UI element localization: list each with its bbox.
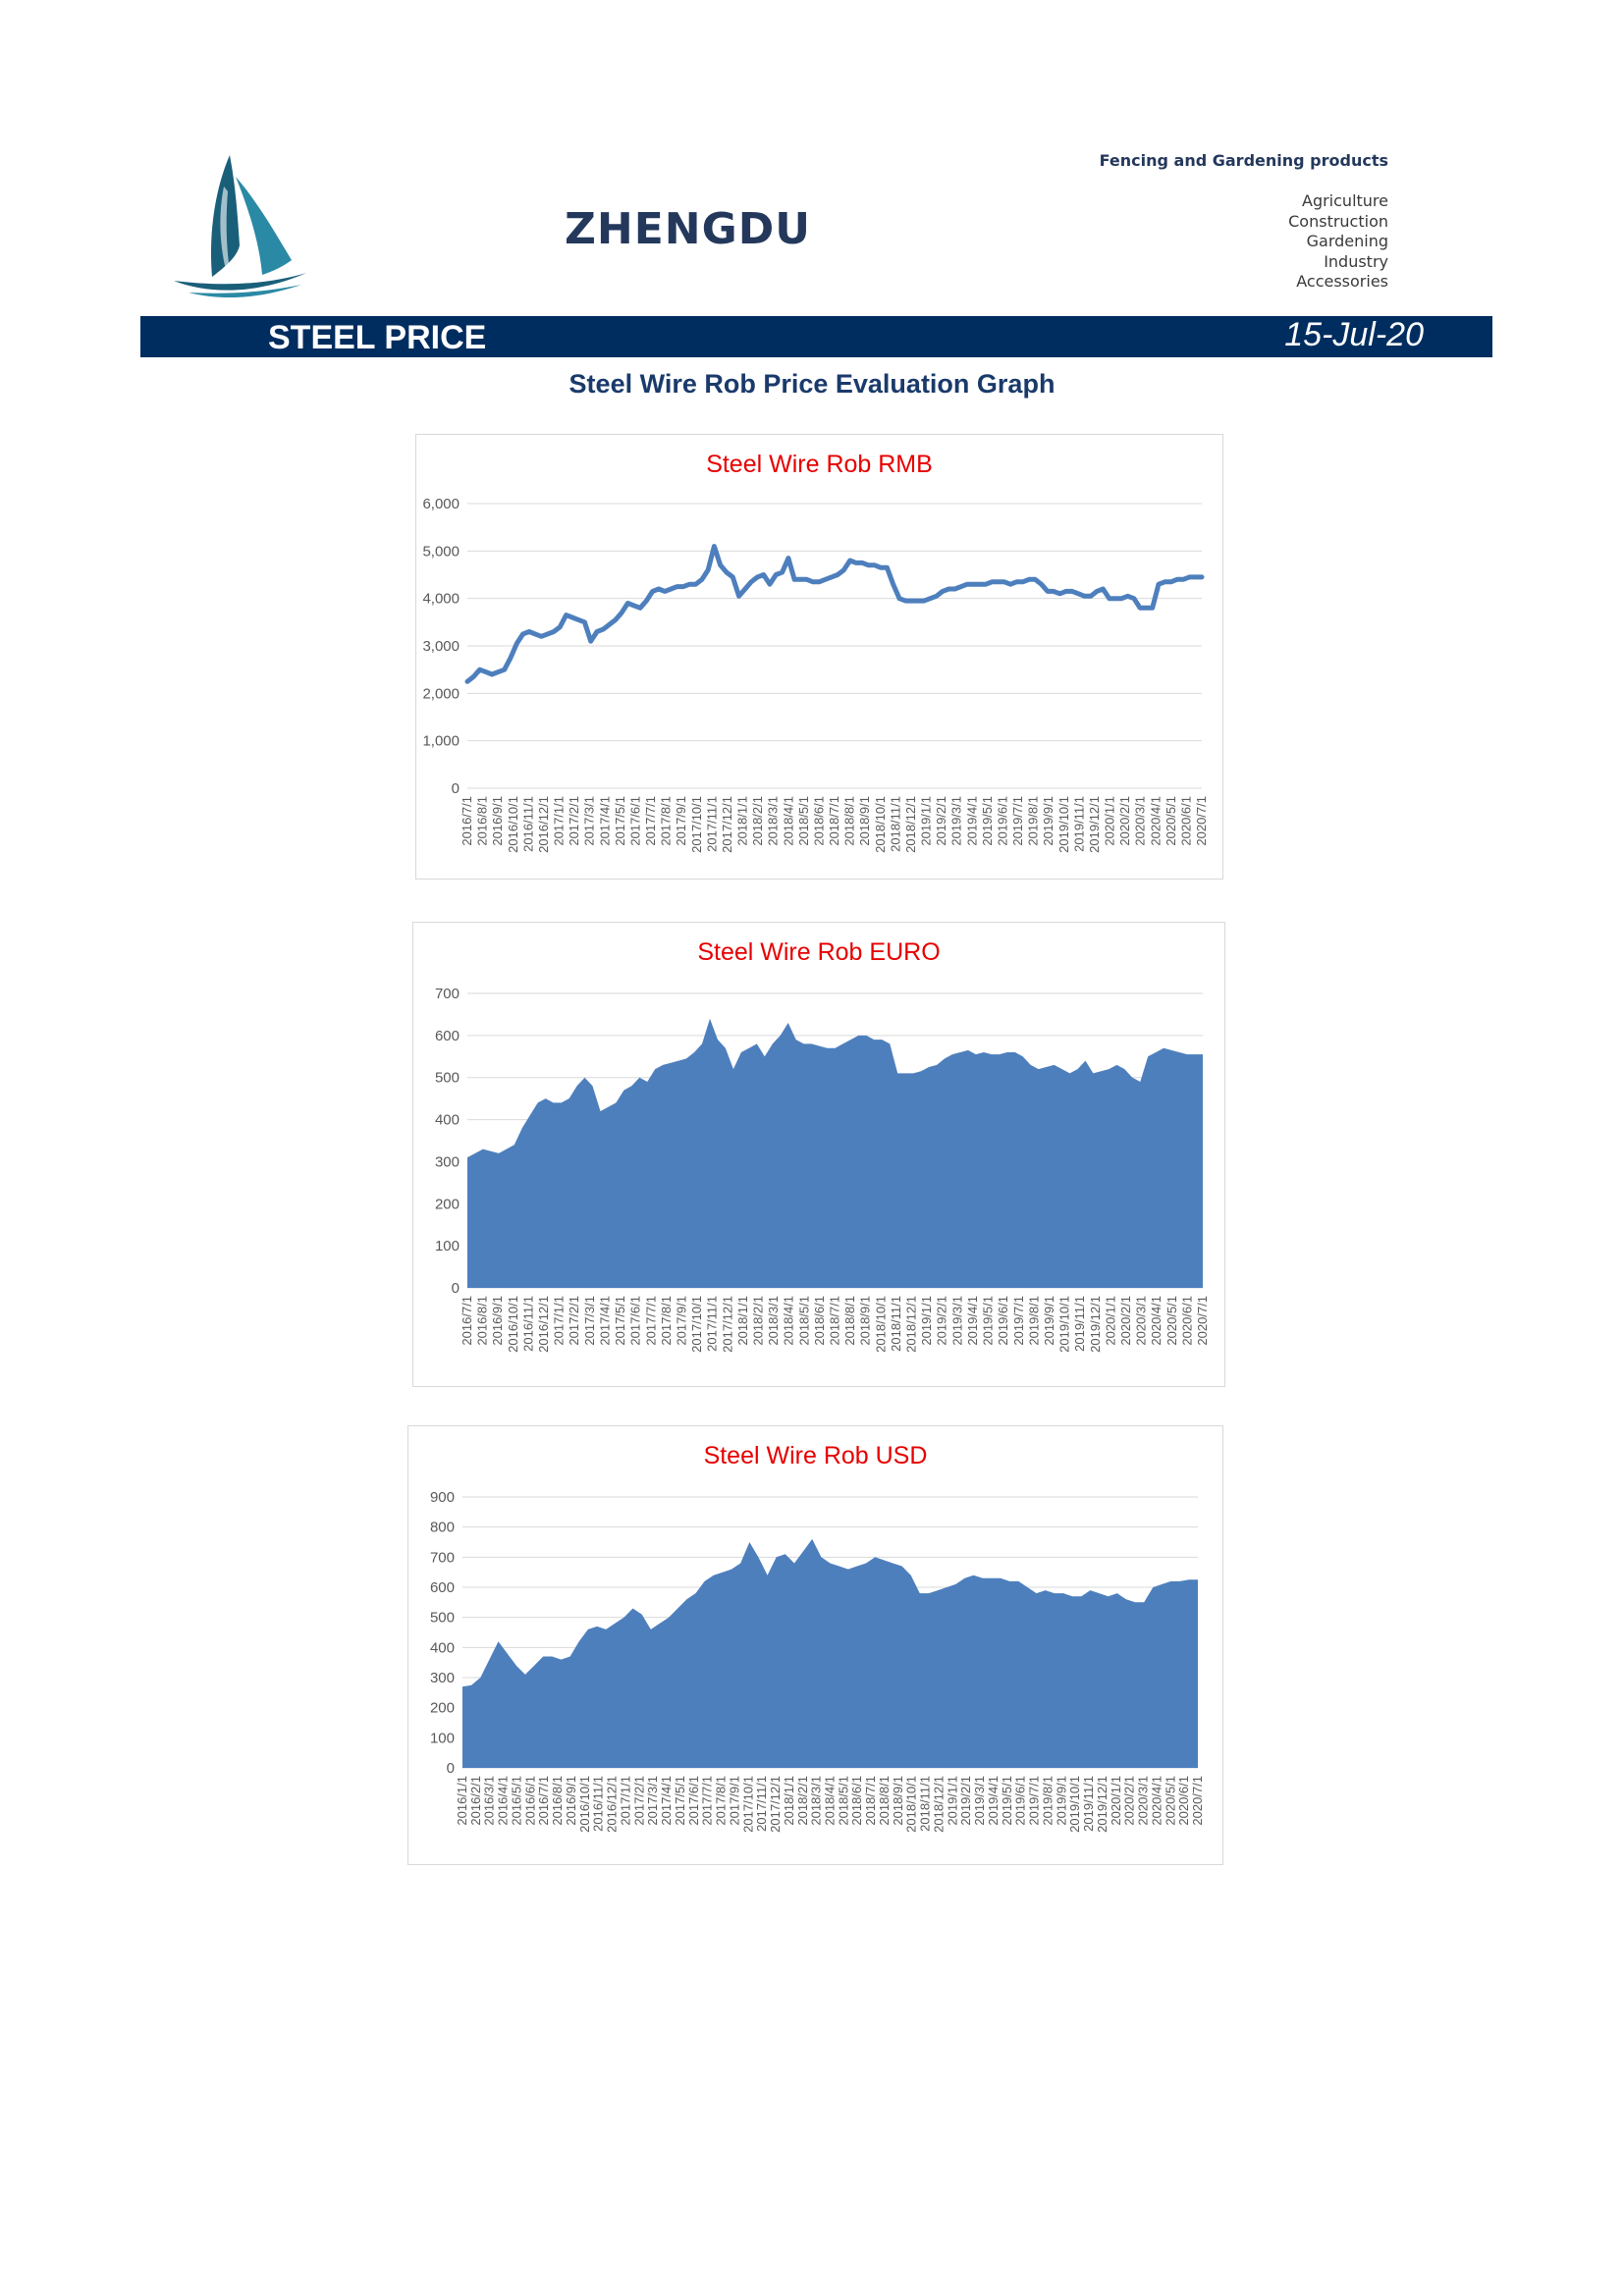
x-tick-label: 2017/5/1: [612, 796, 627, 846]
area-series: [462, 1539, 1198, 1768]
x-tick-label: 2019/2/1: [958, 1776, 974, 1826]
x-tick-label: 2018/7/1: [827, 1296, 842, 1346]
x-tick-label: 2019/8/1: [1026, 1296, 1042, 1346]
chart-usd-svg: [408, 1426, 1222, 1864]
x-tick-label: 2020/4/1: [1149, 1776, 1164, 1826]
x-tick-label: 2017/12/1: [768, 1776, 784, 1833]
x-tick-label: 2019/4/1: [964, 1296, 980, 1346]
x-tick-label: 2020/5/1: [1163, 1776, 1178, 1826]
x-tick-label: 2017/7/1: [643, 1296, 659, 1346]
x-tick-label: 2017/3/1: [581, 796, 597, 846]
x-tick-label: 2018/9/1: [857, 796, 873, 846]
chart-title: Steel Wire Rob USD: [703, 1442, 928, 1469]
x-tick-label: 2018/3/1: [765, 796, 781, 846]
chart-euro: [412, 922, 1225, 1387]
x-tick-label: 2020/6/1: [1176, 1776, 1192, 1826]
x-tick-label: 2018/2/1: [750, 1296, 766, 1346]
x-tick-label: 2016/8/1: [474, 1296, 490, 1346]
x-tick-label: 2018/3/1: [766, 1296, 782, 1346]
x-tick-label: 2017/11/1: [704, 796, 720, 852]
x-tick-label: 2018/4/1: [781, 1296, 796, 1346]
x-tick-label: 2020/6/1: [1178, 796, 1194, 846]
x-tick-label: 2020/3/1: [1135, 1776, 1151, 1826]
x-tick-label: 2017/6/1: [627, 1296, 643, 1346]
chart-usd: [407, 1425, 1223, 1865]
x-tick-label: 2016/6/1: [522, 1776, 538, 1826]
x-tick-label: 2017/10/1: [688, 796, 704, 853]
x-tick-label: 2016/11/1: [520, 1296, 536, 1352]
x-tick-label: 2018/7/1: [863, 1776, 879, 1826]
x-tick-label: 2019/12/1: [1087, 1296, 1103, 1353]
banner-title: STEEL PRICE: [268, 319, 487, 356]
x-tick-label: 2017/2/1: [567, 1296, 582, 1346]
x-tick-label: 2016/5/1: [509, 1776, 524, 1826]
x-tick-label: 2018/3/1: [808, 1776, 824, 1826]
x-tick-label: 2020/6/1: [1179, 1296, 1195, 1346]
x-tick-label: 2017/8/1: [658, 796, 674, 846]
x-tick-label: 2019/1/1: [919, 1296, 935, 1346]
x-tick-label: 2018/1/1: [781, 1776, 796, 1826]
x-tick-label: 2017/11/1: [704, 1296, 720, 1352]
category-item: Agriculture: [1302, 191, 1388, 210]
y-tick-label: 500: [434, 1069, 460, 1087]
chart-euro-svg: [413, 923, 1224, 1386]
x-tick-label: 2018/9/1: [857, 1296, 873, 1346]
y-tick-label: 800: [429, 1519, 455, 1536]
x-tick-label: 2019/11/1: [1071, 796, 1087, 852]
y-tick-label: 400: [429, 1639, 455, 1657]
y-tick-label: 700: [429, 1549, 455, 1567]
x-tick-label: 2016/4/1: [495, 1776, 511, 1826]
chart-title: Steel Wire Rob RMB: [706, 451, 933, 478]
x-tick-label: 2016/7/1: [460, 1296, 474, 1346]
x-tick-label: 2020/3/1: [1132, 796, 1148, 846]
x-tick-label: 2020/4/1: [1148, 796, 1164, 846]
x-tick-label: 2017/3/1: [645, 1776, 661, 1826]
y-tick-label: 300: [434, 1153, 460, 1171]
x-tick-label: 2016/9/1: [490, 796, 506, 846]
x-tick-label: 2018/4/1: [781, 796, 796, 846]
y-tick-label: 5,000: [422, 543, 460, 561]
category-item: Construction: [1288, 211, 1388, 231]
x-tick-label: 2016/8/1: [474, 796, 490, 846]
x-tick-label: 2017/12/1: [719, 796, 734, 853]
x-tick-label: 2018/5/1: [795, 796, 811, 846]
x-tick-label: 2019/8/1: [1025, 796, 1041, 846]
x-tick-label: 2017/12/1: [720, 1296, 735, 1353]
x-tick-label: 2019/9/1: [1041, 1296, 1056, 1346]
y-tick-label: 1,000: [422, 732, 460, 750]
x-tick-label: 2016/12/1: [536, 1296, 552, 1353]
x-tick-label: 2019/9/1: [1041, 796, 1056, 846]
x-tick-label: 2019/5/1: [980, 1296, 996, 1346]
x-tick-label: 2018/5/1: [796, 1296, 812, 1346]
y-tick-label: 6,000: [422, 496, 460, 512]
x-tick-label: 2019/9/1: [1054, 1776, 1069, 1826]
x-tick-label: 2018/11/1: [888, 1296, 903, 1352]
x-tick-label: 2020/1/1: [1108, 1776, 1123, 1826]
chart-rmb-svg: [416, 435, 1222, 879]
x-tick-label: 2019/1/1: [945, 1776, 960, 1826]
x-tick-label: 2018/10/1: [873, 1296, 889, 1353]
x-tick-label: 2020/5/1: [1164, 1296, 1179, 1346]
x-tick-label: 2017/1/1: [551, 1296, 567, 1346]
x-tick-label: 2020/7/1: [1194, 796, 1209, 846]
x-tick-label: 2020/2/1: [1117, 796, 1133, 846]
x-tick-label: 2018/9/1: [890, 1776, 905, 1826]
y-tick-label: 100: [429, 1730, 455, 1747]
y-tick-label: 900: [429, 1489, 455, 1506]
x-tick-label: 2018/11/1: [917, 1776, 933, 1832]
x-tick-label: 2017/9/1: [727, 1776, 742, 1826]
company-name: ZHENGDU: [565, 204, 811, 254]
x-tick-label: 2020/7/1: [1195, 1296, 1210, 1346]
x-tick-label: 2019/7/1: [1010, 796, 1025, 846]
y-tick-label: 100: [434, 1238, 460, 1255]
x-tick-label: 2017/7/1: [699, 1776, 715, 1826]
y-tick-label: 4,000: [422, 590, 460, 608]
x-tick-label: 2017/4/1: [659, 1776, 675, 1826]
x-tick-label: 2018/2/1: [750, 796, 766, 846]
x-tick-label: 2016/10/1: [576, 1776, 592, 1833]
x-tick-label: 2017/10/1: [689, 1296, 705, 1353]
x-tick-label: 2016/1/1: [455, 1776, 469, 1826]
x-tick-label: 2018/4/1: [822, 1776, 838, 1826]
x-tick-label: 2020/7/1: [1190, 1776, 1205, 1826]
y-tick-label: 600: [429, 1579, 455, 1596]
x-tick-label: 2019/7/1: [1026, 1776, 1042, 1826]
y-tick-label: 700: [434, 986, 460, 1002]
x-tick-label: 2016/12/1: [604, 1776, 620, 1833]
x-tick-label: 2016/9/1: [490, 1296, 506, 1346]
x-tick-label: 2018/1/1: [734, 796, 750, 846]
category-item: Gardening: [1306, 232, 1388, 250]
x-tick-label: 2018/1/1: [734, 1296, 750, 1346]
x-tick-label: 2017/8/1: [658, 1296, 674, 1346]
y-tick-label: 500: [429, 1609, 455, 1627]
x-tick-label: 2017/5/1: [672, 1776, 687, 1826]
x-tick-label: 2017/6/1: [685, 1776, 701, 1826]
x-tick-label: 2019/11/1: [1081, 1776, 1097, 1832]
y-tick-label: 2,000: [422, 685, 460, 703]
area-series: [467, 1019, 1203, 1288]
page-subtitle: Steel Wire Rob Price Evaluation Graph: [568, 369, 1056, 399]
x-tick-label: 2017/9/1: [674, 796, 689, 846]
x-tick-label: 2018/10/1: [903, 1776, 919, 1833]
x-tick-label: 2018/12/1: [902, 796, 918, 853]
x-tick-label: 2019/6/1: [995, 796, 1010, 846]
x-tick-label: 2019/1/1: [918, 796, 934, 846]
steel-price-banner: [140, 316, 1492, 357]
x-tick-label: 2017/8/1: [713, 1776, 729, 1826]
y-tick-label: 0: [451, 1280, 460, 1297]
x-tick-label: 2016/9/1: [563, 1776, 578, 1826]
x-tick-label: 2020/5/1: [1163, 796, 1178, 846]
x-tick-label: 2019/2/1: [934, 1296, 949, 1346]
x-tick-label: 2018/8/1: [876, 1776, 892, 1826]
x-tick-label: 2019/10/1: [1056, 1296, 1072, 1353]
x-tick-label: 2020/2/1: [1117, 1296, 1133, 1346]
x-tick-label: 2019/5/1: [979, 796, 995, 846]
y-tick-label: 400: [434, 1111, 460, 1129]
x-tick-label: 2020/4/1: [1149, 1296, 1164, 1346]
x-tick-label: 2020/2/1: [1121, 1776, 1137, 1826]
x-tick-label: 2016/8/1: [550, 1776, 566, 1826]
x-tick-label: 2018/8/1: [842, 1296, 858, 1346]
x-tick-label: 2020/3/1: [1133, 1296, 1149, 1346]
x-tick-label: 2019/3/1: [949, 1296, 965, 1346]
x-tick-label: 2018/12/1: [903, 1296, 919, 1353]
x-tick-label: 2019/4/1: [985, 1776, 1001, 1826]
x-tick-label: 2018/2/1: [794, 1776, 810, 1826]
tagline: Fencing and Gardening products: [1099, 151, 1388, 170]
x-tick-label: 2019/5/1: [999, 1776, 1014, 1826]
y-tick-label: 300: [429, 1670, 455, 1686]
x-tick-label: 2018/12/1: [931, 1776, 947, 1833]
chart-rmb: [415, 434, 1223, 880]
x-tick-label: 2016/7/1: [536, 1776, 552, 1826]
x-tick-label: 2016/3/1: [481, 1776, 497, 1826]
x-tick-label: 2017/2/1: [567, 796, 582, 846]
x-tick-label: 2018/6/1: [811, 1296, 827, 1346]
x-tick-label: 2016/2/1: [467, 1776, 483, 1826]
x-tick-label: 2017/2/1: [631, 1776, 647, 1826]
x-tick-label: 2019/7/1: [1010, 1296, 1026, 1346]
x-tick-label: 2018/8/1: [841, 796, 857, 846]
x-tick-label: 2019/12/1: [1086, 796, 1102, 853]
x-tick-label: 2016/10/1: [505, 1296, 520, 1353]
y-tick-label: 600: [434, 1027, 460, 1044]
category-item: Industry: [1324, 251, 1388, 271]
sailboat-logo-icon: [169, 147, 316, 299]
x-tick-label: 2017/1/1: [551, 796, 567, 846]
x-tick-label: 2019/10/1: [1067, 1776, 1083, 1833]
x-tick-label: 2016/11/1: [590, 1776, 606, 1832]
x-tick-label: 2018/6/1: [849, 1776, 865, 1826]
x-tick-label: 2016/11/1: [520, 796, 536, 852]
x-tick-label: 2019/3/1: [972, 1776, 988, 1826]
y-tick-label: 3,000: [422, 638, 460, 655]
banner-date: 15-Jul-20: [1284, 316, 1424, 353]
y-tick-label: 200: [429, 1699, 455, 1717]
x-tick-label: 2017/5/1: [613, 1296, 628, 1346]
x-tick-label: 2017/4/1: [597, 1296, 613, 1346]
y-tick-label: 200: [434, 1196, 460, 1213]
x-tick-label: 2019/2/1: [934, 796, 949, 846]
x-tick-label: 2019/12/1: [1094, 1776, 1110, 1833]
chart-title: Steel Wire Rob EURO: [697, 938, 941, 966]
x-tick-label: 2017/3/1: [581, 1296, 597, 1346]
category-list: [1288, 191, 1388, 293]
x-tick-label: 2017/1/1: [618, 1776, 633, 1826]
x-tick-label: 2019/6/1: [1012, 1776, 1028, 1826]
x-tick-label: 2018/7/1: [827, 796, 841, 846]
y-tick-label: 0: [446, 1760, 455, 1777]
x-tick-label: 2016/10/1: [505, 796, 520, 853]
x-tick-label: 2019/11/1: [1072, 1296, 1088, 1352]
x-tick-label: 2019/10/1: [1056, 796, 1071, 853]
line-series: [467, 547, 1202, 682]
x-tick-label: 2017/6/1: [627, 796, 643, 846]
x-tick-label: 2016/12/1: [535, 796, 551, 853]
x-tick-label: 2017/9/1: [674, 1296, 689, 1346]
x-tick-label: 2020/1/1: [1102, 796, 1117, 846]
x-tick-label: 2017/11/1: [754, 1776, 770, 1832]
x-tick-label: 2016/7/1: [460, 796, 474, 846]
x-tick-label: 2018/5/1: [836, 1776, 851, 1826]
x-tick-label: 2017/10/1: [740, 1776, 756, 1833]
x-tick-label: 2019/3/1: [948, 796, 964, 846]
x-tick-label: 2019/8/1: [1040, 1776, 1056, 1826]
x-tick-label: 2017/4/1: [597, 796, 613, 846]
x-tick-label: 2018/10/1: [872, 796, 888, 853]
x-tick-label: 2018/6/1: [811, 796, 827, 846]
category-item: Accessories: [1296, 272, 1388, 291]
x-tick-label: 2020/1/1: [1103, 1296, 1118, 1346]
x-tick-label: 2019/6/1: [996, 1296, 1011, 1346]
y-tick-label: 0: [451, 780, 460, 797]
x-tick-label: 2017/7/1: [643, 796, 658, 846]
x-tick-label: 2018/11/1: [888, 796, 903, 852]
x-tick-label: 2019/4/1: [964, 796, 980, 846]
